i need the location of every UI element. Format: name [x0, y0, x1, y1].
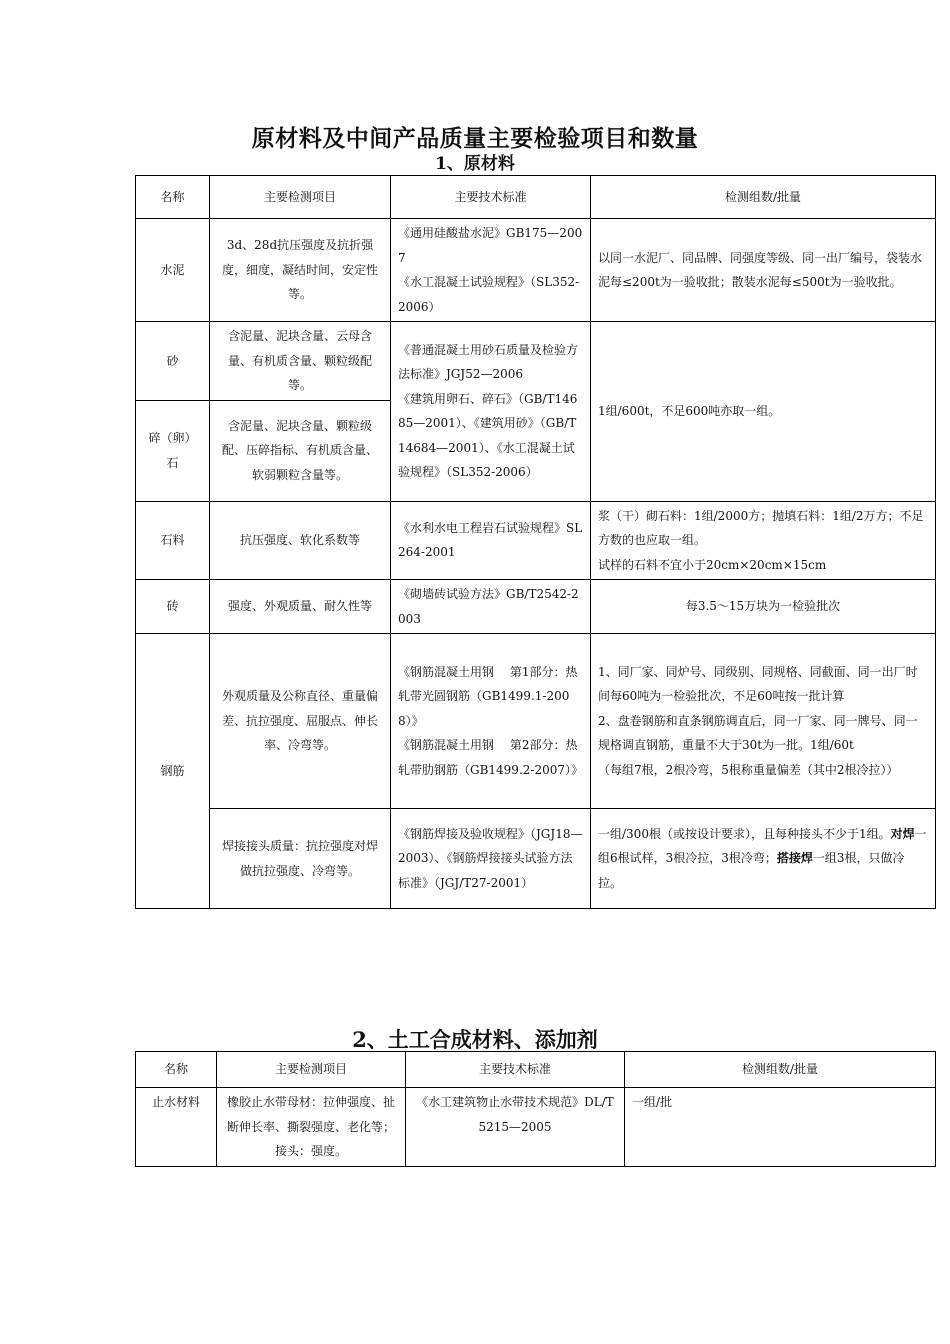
- raw-materials-table: [135, 175, 936, 909]
- header-standard: 主要技术标准: [406, 1052, 625, 1088]
- header-items: 主要检测项目: [210, 176, 391, 219]
- aggregate-standard: 《普通混凝土用砂石质量及检验方法标准》JGJ52—2006 《建筑用卵石、碎石》（GB/T14685—2001）、《建筑用砂》（GB/T14684—2001）、《水工混凝土试验规程》（SL352-2006）: [391, 322, 591, 502]
- weld-quantity-mid: 一组6根试样，3根冷拉，3根冷弯；: [598, 826, 927, 866]
- header-name: 名称: [136, 176, 210, 219]
- stone-quantity: 浆（干）砌石料：1组/2000方；抛填石料：1组/2万方；不足方数的也应取一组。 试样的石料不宜小于20cm×20cm×15cm: [591, 501, 936, 580]
- header-quantity: 检测组数/批量: [625, 1052, 936, 1088]
- rebar-standard: 《钢筋混凝土用钢 第1部分：热轧带光圆钢筋（GB1499.1-2008）》 《钢筋混凝土用钢 第2部分：热轧带肋钢筋（GB1499.2-2007）》: [391, 634, 591, 809]
- aggregate-quantity: 1组/600t，不足600吨亦取一组。: [591, 322, 936, 502]
- table-row-stone: [136, 501, 936, 580]
- weld-items: 焊接接头质量：抗拉强度对焊做抗拉强度、冷弯等。: [210, 809, 391, 909]
- cement-standard: 《通用硅酸盐水泥》GB175—2007 《水工混凝土试验规程》（SL352-2006）: [391, 219, 591, 322]
- header-items: 主要检测项目: [217, 1052, 406, 1088]
- waterstop-name: 止水材料: [136, 1088, 217, 1167]
- sand-items: 含泥量、泥块含量、云母含量、有机质含量、颗粒级配等。: [210, 322, 391, 401]
- weld-quantity-post: 一组3根，只做冷拉。: [598, 851, 905, 890]
- weld-quantity-pre: 一组/300根（或按设计要求），且每种接头不少于1组。: [598, 826, 891, 841]
- stone-items: 抗压强度、软化系数等: [210, 501, 391, 580]
- weld-butt-label: 对焊: [890, 826, 915, 841]
- rebar-name: 钢筋: [136, 634, 210, 909]
- brick-quantity: 每3.5～15万块为一检验批次: [591, 580, 936, 634]
- brick-items: 强度、外观质量、耐久性等: [210, 580, 391, 634]
- table-header-row: [136, 176, 936, 219]
- header-quantity: 检测组数/批量: [591, 176, 936, 219]
- weld-standard: 《钢筋焊接及验收规程》（JGJ18—2003）、《钢筋焊接接头试验方法标准》（JGJ/T27-2001）: [391, 809, 591, 909]
- weld-quantity: [591, 809, 936, 909]
- stone-standard: 《水利水电工程岩石试验规程》SL264-2001: [391, 501, 591, 580]
- header-standard: 主要技术标准: [391, 176, 591, 219]
- table-row-waterstop: [136, 1088, 936, 1167]
- table-row-cement: [136, 219, 936, 322]
- header-name: 名称: [136, 1052, 217, 1088]
- rebar-items: 外观质量及公称直径、重量偏差、抗拉强度、屈服点、伸长率、冷弯等。: [210, 634, 391, 809]
- gravel-name: 碎（卵）石: [136, 400, 210, 501]
- table-row-brick: [136, 580, 936, 634]
- rebar-quantity: 1、同厂家、同炉号、同级别、同规格、同截面、同一出厂时间每60吨为一检验批次，不足60吨按一批计算 2、盘卷钢筋和直条钢筋调直后，同一厂家、同一牌号、同一规格调直钢筋，重量不大于30t为一批。1组/60t （每组7根，2根冷弯，5根称重量偏差（其中2根冷拉））: [591, 634, 936, 809]
- table-header-row: [136, 1052, 936, 1088]
- waterstop-quantity: 一组/批: [625, 1088, 936, 1167]
- gravel-items: 含泥量、泥块含量、颗粒级配、压碎指标、有机质含量、软弱颗粒含量等。: [210, 400, 391, 501]
- brick-name: 砖: [136, 580, 210, 634]
- page-title: 原材料及中间产品质量主要检验项目和数量: [251, 125, 699, 152]
- cement-items: 3d、28d抗压强度及抗折强度，细度，凝结时间，安定性等。: [210, 219, 391, 322]
- sand-name: 砂: [136, 322, 210, 401]
- cement-name: 水泥: [136, 219, 210, 322]
- table-row-sand: [136, 322, 936, 401]
- section1-heading: 1、原材料: [435, 154, 515, 174]
- waterstop-items: 橡胶止水带母材：拉伸强度、扯断伸长率、撕裂强度、老化等；接头：强度。: [217, 1088, 406, 1167]
- table-row-weld: [136, 809, 936, 909]
- geosynthetics-table: [135, 1051, 936, 1167]
- waterstop-standard: 《水工建筑物止水带技术规范》DL/T5215—2005: [406, 1088, 625, 1167]
- cement-quantity: 以同一水泥厂、同品牌、同强度等级、同一出厂编号，袋装水泥每≤200t为一验收批；散装水泥每≤500t为一验收批。: [591, 219, 936, 322]
- stone-name: 石料: [136, 501, 210, 580]
- section2-heading: 2、土工合成材料、添加剂: [352, 1027, 598, 1052]
- brick-standard: 《砌墙砖试验方法》GB/T2542-2003: [391, 580, 591, 634]
- table-row-rebar: [136, 634, 936, 809]
- weld-lap-label: 搭接焊: [776, 851, 813, 866]
